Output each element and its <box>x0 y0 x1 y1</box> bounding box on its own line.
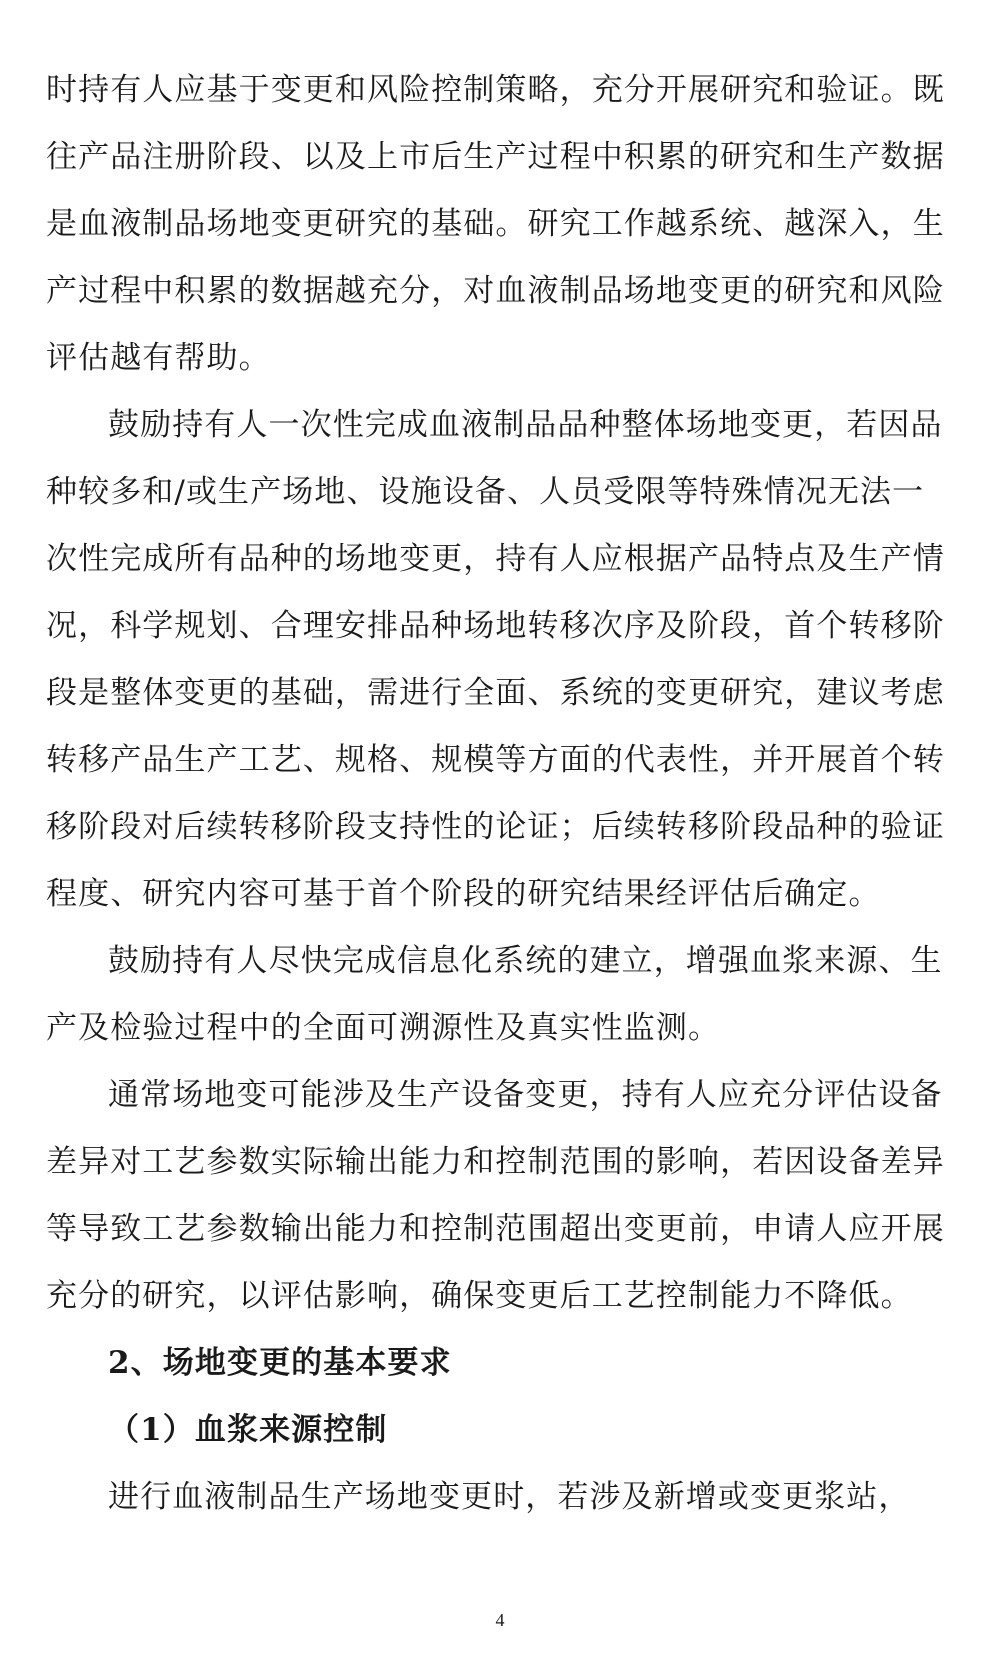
body-text-line: 次性完成所有品种的场地变更，持有人应根据产品特点及生产情 <box>46 541 945 577</box>
paragraph-first-line: 通常场地变可能涉及生产设备变更，持有人应充分评估设备 <box>108 1077 943 1113</box>
body-text-line: 差异对工艺参数实际输出能力和控制范围的影响，若因设备差异 <box>46 1144 945 1180</box>
body-text-line: 是血液制品场地变更研究的基础。研究工作越系统、越深入，生 <box>46 206 945 242</box>
page-number: 4 <box>495 1610 505 1630</box>
body-text-line: 种较多和/或生产场地、设施设备、人员受限等特殊情况无法一 <box>46 474 925 510</box>
body-text-line: 产及检验过程中的全面可溯源性及真实性监测。 <box>46 1010 721 1046</box>
paragraph-first-line: 进行血液制品生产场地变更时，若涉及新增或变更浆站， <box>108 1479 911 1515</box>
body-text-line: 程度、研究内容可基于首个阶段的研究结果经评估后确定。 <box>46 876 881 912</box>
body-text-line: 转移产品生产工艺、规格、规模等方面的代表性，并开展首个转 <box>46 742 945 778</box>
body-text-line: 等导致工艺参数输出能力和控制范围超出变更前，申请人应开展 <box>46 1211 945 1247</box>
body-text-line: 充分的研究，以评估影响，确保变更后工艺控制能力不降低。 <box>46 1278 913 1314</box>
paragraph-first-line: 鼓励持有人尽快完成信息化系统的建立，增强血浆来源、生 <box>108 943 943 979</box>
subsection-heading: （1）血浆来源控制 <box>108 1412 388 1448</box>
body-text-line: 产过程中积累的数据越充分，对血液制品场地变更的研究和风险 <box>46 273 945 309</box>
body-text-line: 往产品注册阶段、以及上市后生产过程中积累的研究和生产数据 <box>46 139 945 175</box>
body-text-line: 评估越有帮助。 <box>46 340 271 376</box>
section-heading: 2、场地变更的基本要求 <box>108 1345 452 1381</box>
body-text-line: 时持有人应基于变更和风险控制策略，充分开展研究和验证。既 <box>46 72 945 108</box>
body-text-line: 段是整体变更的基础，需进行全面、系统的变更研究，建议考虑 <box>46 675 945 711</box>
body-text-line: 移阶段对后续转移阶段支持性的论证；后续转移阶段品种的验证 <box>46 809 945 845</box>
paragraph-first-line: 鼓励持有人一次性完成血液制品品种整体场地变更，若因品 <box>108 407 943 443</box>
body-text-line: 况，科学规划、合理安排品种场地转移次序及阶段，首个转移阶 <box>46 608 945 644</box>
